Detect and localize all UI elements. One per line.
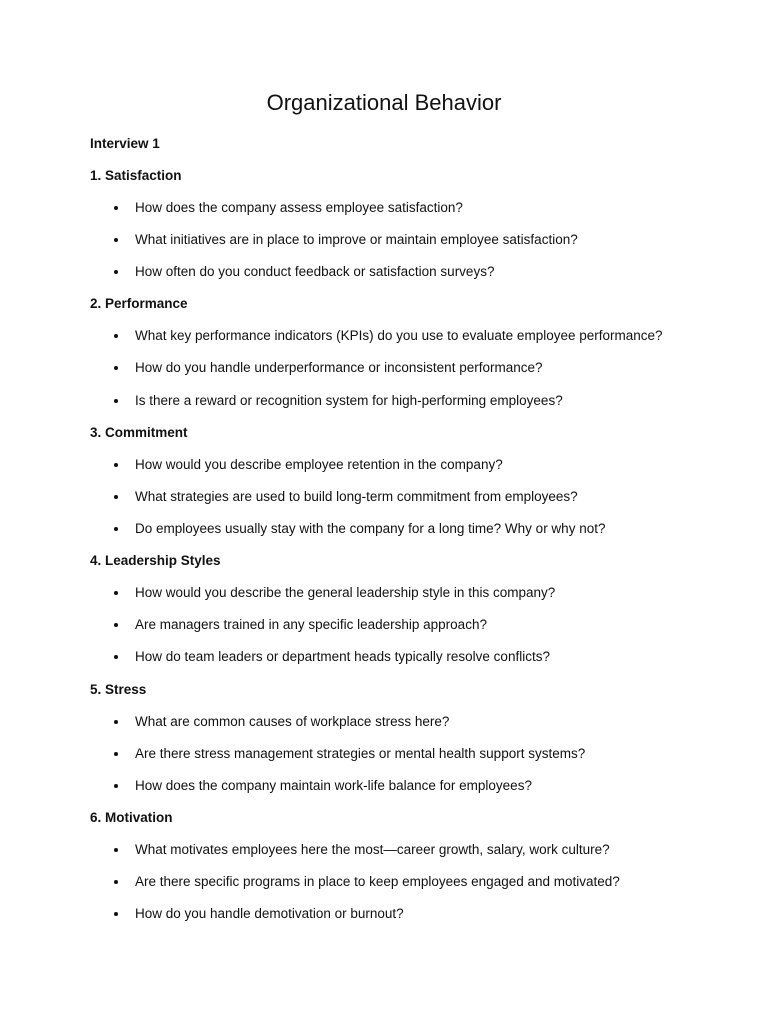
list-item bbox=[90, 616, 710, 648]
section-performance bbox=[90, 295, 710, 423]
bullet-icon bbox=[114, 399, 118, 403]
list-item bbox=[90, 488, 710, 520]
section-heading: 2. Performance bbox=[90, 296, 188, 312]
question-text: What initiatives are in place to improve or maintain employee satisfaction? bbox=[135, 232, 578, 248]
bullet-icon bbox=[114, 206, 118, 210]
question-text: How often do you conduct feedback or satisfaction surveys? bbox=[135, 264, 495, 280]
bullet-icon bbox=[114, 720, 118, 724]
question-list bbox=[90, 713, 710, 809]
list-item bbox=[90, 327, 710, 359]
list-item bbox=[90, 231, 710, 263]
section-satisfaction bbox=[90, 167, 710, 295]
question-list bbox=[90, 327, 710, 423]
question-text: What key performance indicators (KPIs) do you use to evaluate employee performance? bbox=[135, 328, 663, 344]
bullet-icon bbox=[114, 366, 118, 370]
bullet-icon bbox=[114, 495, 118, 499]
bullet-icon bbox=[114, 912, 118, 916]
question-text: What are common causes of workplace stress here? bbox=[135, 713, 450, 729]
list-item bbox=[90, 456, 710, 488]
question-list bbox=[90, 199, 710, 295]
list-item bbox=[90, 777, 710, 809]
question-list bbox=[90, 841, 710, 937]
interview-subtitle: Interview 1 bbox=[90, 136, 160, 151]
bullet-icon bbox=[114, 623, 118, 627]
bullet-icon bbox=[114, 463, 118, 467]
list-item bbox=[90, 263, 710, 295]
bullet-icon bbox=[114, 880, 118, 884]
bullet-icon bbox=[114, 591, 118, 595]
list-item bbox=[90, 745, 710, 777]
question-text: How do you handle demotivation or burnout? bbox=[135, 906, 404, 922]
question-text: Do employees usually stay with the company for a long time? Why or why not? bbox=[135, 520, 606, 536]
bullet-icon bbox=[114, 334, 118, 338]
question-text: How do you handle underperformance or inconsistent performance? bbox=[135, 360, 543, 376]
bullet-icon bbox=[114, 784, 118, 788]
list-item bbox=[90, 199, 710, 231]
list-item bbox=[90, 359, 710, 391]
question-text: What strategies are used to build long-term commitment from employees? bbox=[135, 488, 578, 504]
section-commitment bbox=[90, 424, 710, 552]
question-text: How do team leaders or department heads typically resolve conflicts? bbox=[135, 649, 550, 665]
section-heading: 4. Leadership Styles bbox=[90, 553, 221, 569]
question-text: Is there a reward or recognition system for high-performing employees? bbox=[135, 392, 563, 408]
section-heading: 1. Satisfaction bbox=[90, 168, 182, 183]
bullet-icon bbox=[114, 848, 118, 852]
question-text: How does the company maintain work-life balance for employees? bbox=[135, 777, 532, 793]
question-text: How would you describe the general leadership style in this company? bbox=[135, 585, 556, 601]
question-text: How does the company assess employee satisfaction? bbox=[135, 200, 463, 215]
question-text: How would you describe employee retention in the company? bbox=[135, 456, 503, 472]
section-heading: 3. Commitment bbox=[90, 424, 188, 440]
bullet-icon bbox=[114, 238, 118, 242]
question-list bbox=[90, 456, 710, 552]
list-item bbox=[90, 648, 710, 680]
section-heading: 6. Motivation bbox=[90, 809, 173, 825]
section-motivation bbox=[90, 809, 710, 937]
bullet-icon bbox=[114, 527, 118, 531]
question-sections bbox=[90, 167, 710, 937]
list-item bbox=[90, 905, 710, 937]
question-text: What motivates employees here the most—career growth, salary, work culture? bbox=[135, 841, 610, 857]
bullet-icon bbox=[114, 270, 118, 274]
list-item bbox=[90, 520, 710, 552]
section-heading: 5. Stress bbox=[90, 681, 147, 697]
bullet-icon bbox=[114, 655, 118, 659]
list-item bbox=[90, 584, 710, 616]
list-item bbox=[90, 873, 710, 905]
question-text: Are there stress management strategies or mental health support systems? bbox=[135, 745, 586, 761]
section-stress bbox=[90, 681, 710, 809]
section-leadership-styles bbox=[90, 552, 710, 680]
document-title: Organizational Behavior bbox=[266, 90, 502, 115]
list-item bbox=[90, 392, 710, 424]
question-text: Are managers trained in any specific leadership approach? bbox=[135, 617, 487, 633]
list-item bbox=[90, 841, 710, 873]
question-text: Are there specific programs in place to keep employees engaged and motivated? bbox=[135, 874, 620, 890]
bullet-icon bbox=[114, 752, 118, 756]
question-list bbox=[90, 584, 710, 680]
list-item bbox=[90, 713, 710, 745]
